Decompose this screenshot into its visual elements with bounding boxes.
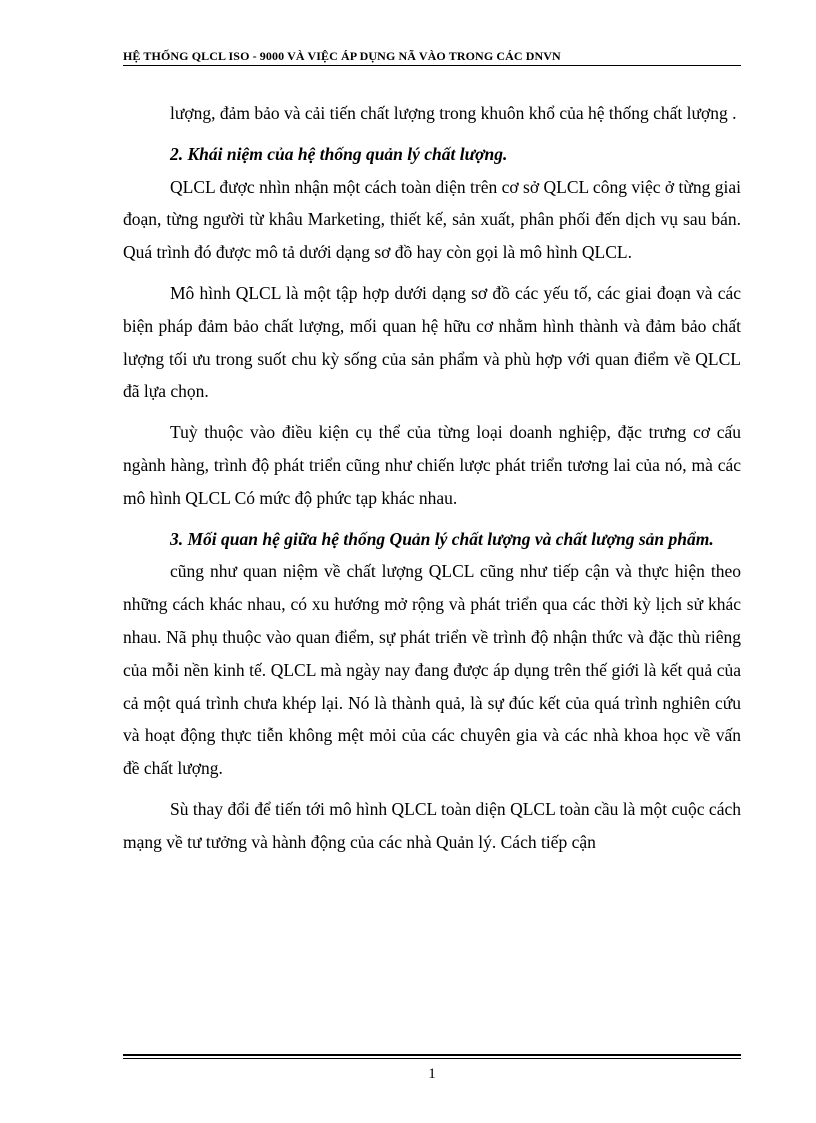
section-heading-2: 2. Khái niệm của hệ thống quản lý chất lượng. [170,143,508,164]
paragraph-5: Sù thay đổi để tiến tới mô hình QLCL toàn diện QLCL toàn cầu là một cuộc cách mạng về tư tưởng và hành động của các nhà Quản lý. Cách tiếp cận [123,798,741,852]
footer-rule-thin [123,1058,741,1059]
document-body [123,97,741,859]
paragraph-2: Mô hình QLCL là một tập hợp dưới dạng sơ đồ các yếu tố, các giai đoạn và các biện pháp đảm bảo chất lượng, mối quan hệ hữu cơ nhằm hình thành và đảm bảo chất lượng tối ưu trong suốt chu kỳ sống của sản phẩm và phù hợp với quan điểm về QLCL đã lựa chọn. [123,282,741,402]
section-heading-3: 3. Mối quan hệ giữa hệ thống Quản lý chất lượng và chất lượng sản phẩm. [170,528,714,549]
paragraph-1: QLCL được nhìn nhận một cách toàn diện trên cơ sở QLCL công việc ở từng giai đoạn, từng người từ khâu Marketing, thiết kế, sản xuất, phân phối đến dịch vụ sau bán. Quá trình đó được mô tả dưới dạng sơ đồ hay còn gọi là mô hình QLCL. [123,176,741,263]
paragraph-3: Tuỳ thuộc vào điều kiện cụ thể của từng loại doanh nghiệp, đặc trưng cơ cấu ngành hàng, trình độ phát triển cũng như chiến lược phát triển tương lai của nó, mà các mô hình QLCL Có mức độ phức tạp khác nhau. [123,422,741,508]
paragraph-4: cũng như quan niệm về chất lượng QLCL cũng như tiếp cận và thực hiện theo những cách khác nhau, có xu hướng mở rộng và phát triển qua các thời kỳ lịch sử khác nhau. Nã phụ thuộc vào quan điểm, sự phát triển về trình độ nhận thức và đặc thù riêng của mỗi nền kinh tế. QLCL mà ngày nay đang được áp dụng trên thế giới là kết quả của cả một quá trình chưa khép lại. Nó là thành quả, là sự đúc kết của quá trình nghiên cứu và hoạt động thực tiễn không mệt mỏi của các chuyên gia và các nhà khoa học về vấn đề chất lượng. [123,561,741,779]
paragraph-continuation: lượng, đảm bảo và cải tiến chất lượng trong khuôn khổ của hệ thống chất lượng . [170,103,737,123]
page-number: 1 [428,1066,436,1082]
footer-rule [123,1054,741,1056]
page-header: HỆ THỐNG QLCL ISO - 9000 VÀ VIỆC ÁP DỤNG NÃ VÀO TRONG CÁC DNVN [123,49,561,63]
header-rule [123,65,741,66]
